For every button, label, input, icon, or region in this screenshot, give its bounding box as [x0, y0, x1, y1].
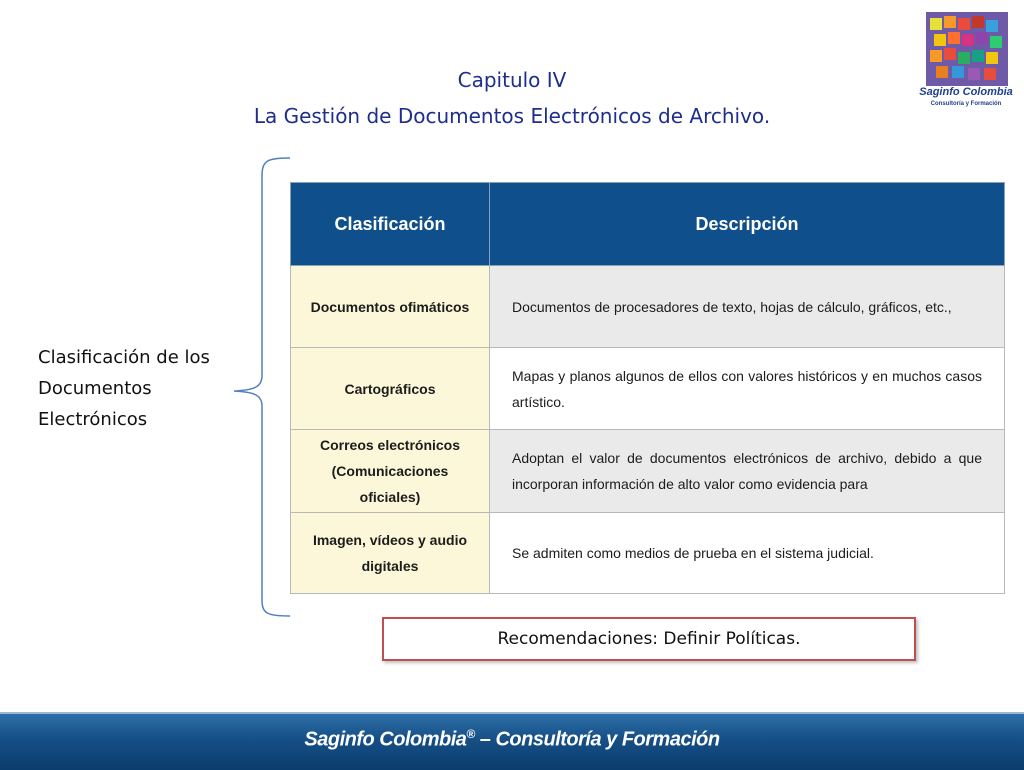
classification-text: Cartográficos [344, 380, 436, 397]
side-label-line: Clasificación de los [38, 347, 210, 368]
table-row [291, 430, 1005, 513]
classification-text: digitales [361, 558, 419, 574]
left-brace-icon [232, 156, 292, 618]
footer-brand: Saginfo Colombia [304, 728, 467, 751]
description-cell: Adoptan el valor de documentos electrónicos de archivo, debido a que incorporan información de alto valor como evidencia para [490, 430, 1005, 513]
classification-text: Documentos ofimáticos [310, 298, 470, 315]
side-label-line: Electrónicos [38, 409, 148, 430]
classification-cell [291, 348, 490, 430]
description-cell: Se admiten como medios de prueba en el sistema judicial. [490, 513, 1005, 594]
classification-cell [291, 266, 490, 348]
table-row [291, 513, 1005, 594]
classification-table [290, 182, 1005, 594]
table-row [291, 266, 1005, 348]
registered-mark: ® [466, 727, 475, 741]
logo-subtitle: Consultoría y Formación [930, 101, 1002, 107]
classification-text: oficiales) [359, 489, 421, 505]
classification-text: Correos electrónicos [319, 437, 461, 453]
slide-title-chapter: Capitulo IV [457, 68, 567, 92]
classification-side-label [38, 342, 238, 435]
table-row [291, 348, 1005, 430]
footer-text [0, 727, 1024, 752]
column-header-classification: Clasificación [291, 183, 490, 266]
slide-title-subject: La Gestión de Documentos Electrónicos de Archivo. [253, 104, 771, 128]
classification-text: (Comunicaciones [331, 463, 449, 479]
footer-tagline: – Consultoría y Formación [474, 728, 720, 751]
column-header-description: Descripción [490, 183, 1005, 266]
table-header-row [291, 183, 1005, 266]
saginfo-logo [916, 12, 1016, 112]
classification-text: Imagen, vídeos y audio [312, 532, 468, 548]
side-label-line: Documentos [38, 378, 152, 399]
logo-name: Saginfo Colombia [919, 86, 1013, 98]
recommendation-box: Recomendaciones: Definir Políticas. [382, 617, 916, 661]
classification-cell [291, 513, 490, 594]
description-cell: Mapas y planos algunos de ellos con valores históricos y en muchos casos artístico. [490, 348, 1005, 430]
logo-mosaic-icon [926, 12, 1008, 86]
description-cell: Documentos de procesadores de texto, hojas de cálculo, gráficos, etc., [490, 266, 1005, 348]
classification-cell [291, 430, 490, 513]
